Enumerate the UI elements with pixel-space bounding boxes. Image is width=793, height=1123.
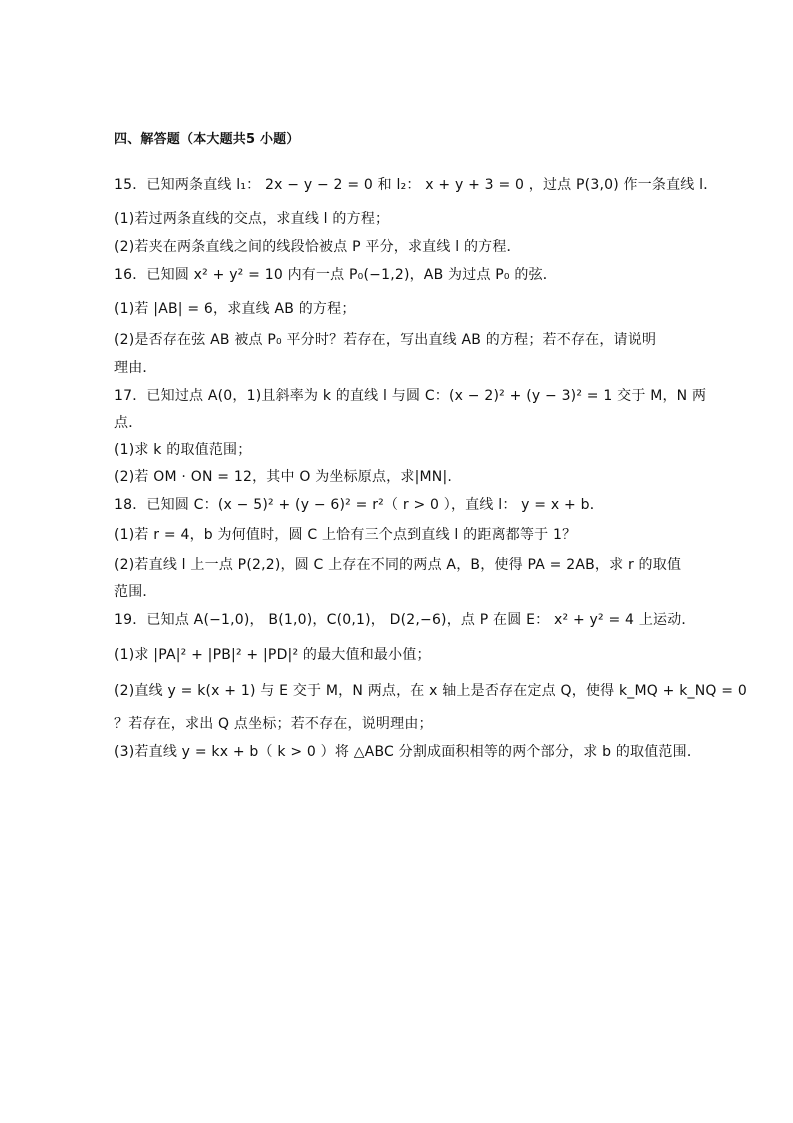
section-title: 四、解答题（本大题共5 小题） (114, 132, 300, 147)
problem-19-part-2: (2)直线 y = k(x + 1) 与 E 交于 M，N 两点，在 x 轴上是否存在定点 Q，使得 k_MQ + k_NQ = 0 (114, 683, 747, 699)
problem-15-part-2: (2)若夹在两条直线之间的线段恰被点 P 平分，求直线 l 的方程． (114, 239, 521, 255)
problem-18-part-2-continued: 范围． (114, 584, 157, 600)
problem-16-part-1: (1)若 |AB| = 6，求直线 AB 的方程； (114, 301, 356, 317)
problem-17-part-2: (2)若 OM · ON = 12，其中 O 为坐标原点，求|MN|. (114, 469, 453, 485)
problem-18-part-1: (1)若 r = 4，b 为何值时，圆 C 上恰有三个点到直线 l 的距离都等于 1？ (114, 527, 577, 543)
problem-19-statement: 19．已知点 A(−1,0)， B(1,0)，C(0,1)， D(2,−6)，点 P 在圆 E： x² + y² = 4 上运动． (114, 612, 696, 628)
problem-17-statement: 17．已知过点 A(0，1)且斜率为 k 的直线 l 与圆 C：(x − 2)² + (y − 3)² = 1 交于 M，N 两 (114, 388, 707, 404)
problem-19-part-1: (1)求 |PA|² + |PB|² + |PD|² 的最大值和最小值； (114, 647, 431, 663)
problem-16-part-2: (2)是否存在弦 AB 被点 P₀ 平分时？若存在，写出直线 AB 的方程；若不存在，请说明 (114, 332, 657, 348)
problem-16-statement: 16．已知圆 x² + y² = 10 内有一点 P₀(−1,2)，AB 为过点 P₀ 的弦． (114, 267, 557, 283)
problem-15-statement: 15．已知两条直线 l₁： 2x − y − 2 = 0 和 l₂： x + y + 3 = 0 ，过点 P(3,0) 作一条直线 l． (114, 177, 718, 193)
problem-18-statement: 18．已知圆 C：(x − 5)² + (y − 6)² = r²（ r > 0 ），直线 l： y = x + b． (114, 497, 604, 513)
problem-17-part-1: (1)求 k 的取值范围； (114, 442, 252, 458)
problem-19-part-3: (3)若直线 y = kx + b（ k > 0 ）将 △ABC 分割成面积相等的两个部分，求 b 的取值范围． (114, 744, 702, 760)
problem-19-part-2-continued: ？若存在，求出 Q 点坐标；若不存在，说明理由； (114, 716, 433, 732)
problem-16-part-2-continued: 理由． (114, 360, 157, 376)
problem-17-statement-continued: 点． (114, 415, 143, 431)
problem-15-part-1: (1)若过两条直线的交点，求直线 l 的方程； (114, 211, 390, 227)
problem-18-part-2: (2)若直线 l 上一点 P(2,2)，圆 C 上存在不同的两点 A，B，使得 PA = 2AB，求 r 的取值 (114, 557, 682, 573)
